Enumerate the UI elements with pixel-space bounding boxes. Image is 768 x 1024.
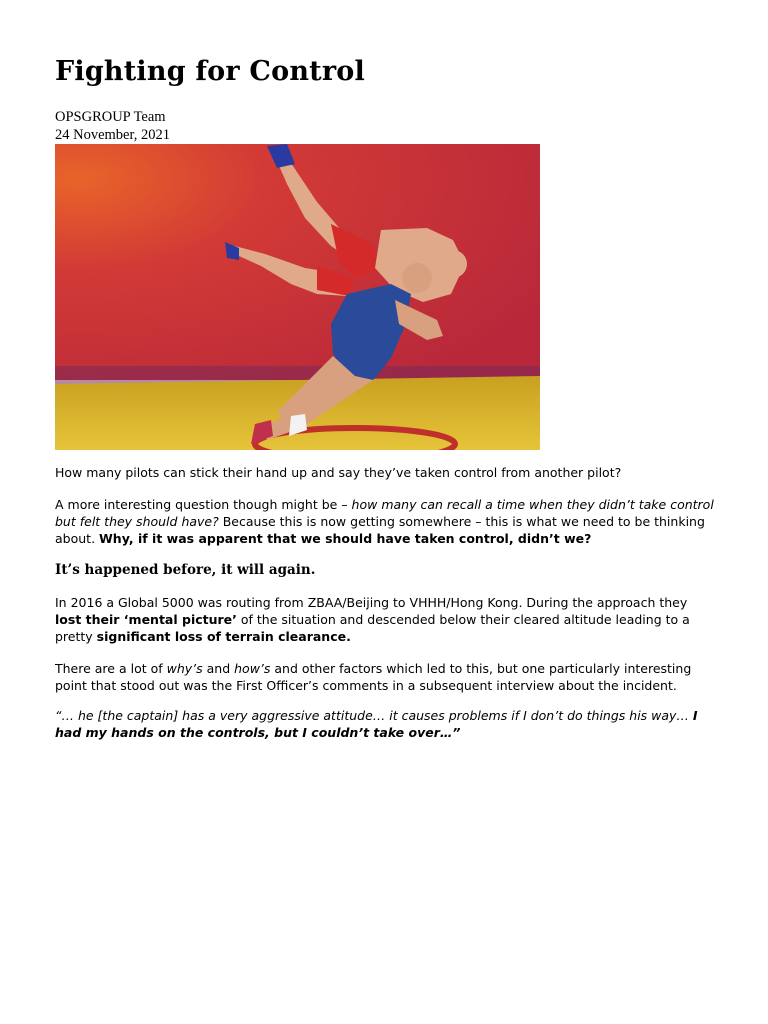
paragraph-incident-bold-2: significant loss of terrain clearance.	[96, 629, 351, 644]
article-date: 24 November, 2021	[55, 127, 170, 143]
paragraph-question	[55, 496, 715, 547]
paragraph-factors-whys: why’s	[166, 661, 203, 676]
wrestling-photo	[55, 144, 540, 450]
quote-bold-italic: I had my hands on the controls, but I couldn’t take over…”	[55, 708, 698, 740]
paragraph-factors-rest: and other factors which led to this, but one particularly interesting point that stood out was the First Officer’s comments in a subsequent interview about the incident.	[55, 661, 692, 693]
paragraph-quote	[55, 707, 715, 741]
paragraph-question-lead: A more interesting question though might be –	[55, 497, 352, 512]
paragraph-incident-middle: of the situation and descended below their cleared altitude leading to a pretty	[55, 612, 690, 644]
quote-italic: “… he [the captain] has a very aggressive attitude… it causes problems if I don’t do things his way…	[55, 708, 693, 723]
paragraph-question-bold: Why, if it was apparent that we should have taken control, didn’t we?	[99, 531, 592, 546]
paragraph-intro: How many pilots can stick their hand up and say they’ve taken control from another pilot?	[55, 465, 622, 480]
section-heading: It’s happened before, it will again.	[55, 562, 316, 578]
page-title: Fighting for Control	[55, 56, 365, 87]
paragraph-factors-hows: how’s	[234, 661, 271, 676]
paragraph-question-middle: Because this is now getting somewhere – this is what we need to be thinking about.	[55, 514, 705, 546]
paragraph-incident-bold-1: lost their ‘mental picture’	[55, 612, 237, 627]
paragraph-question-italic: how many can recall a time when they didn’t take control but felt they should have?	[55, 497, 714, 529]
paragraph-factors	[55, 660, 715, 694]
paragraph-factors-a: There are a lot of	[55, 661, 167, 676]
paragraph-incident	[55, 594, 715, 645]
article-author: OPSGROUP Team	[55, 109, 166, 125]
paragraph-factors-and: and	[202, 661, 235, 676]
paragraph-incident-lead: In 2016 a Global 5000 was routing from ZBAA/Beijing to VHHH/Hong Kong. During the approach they	[55, 595, 688, 610]
